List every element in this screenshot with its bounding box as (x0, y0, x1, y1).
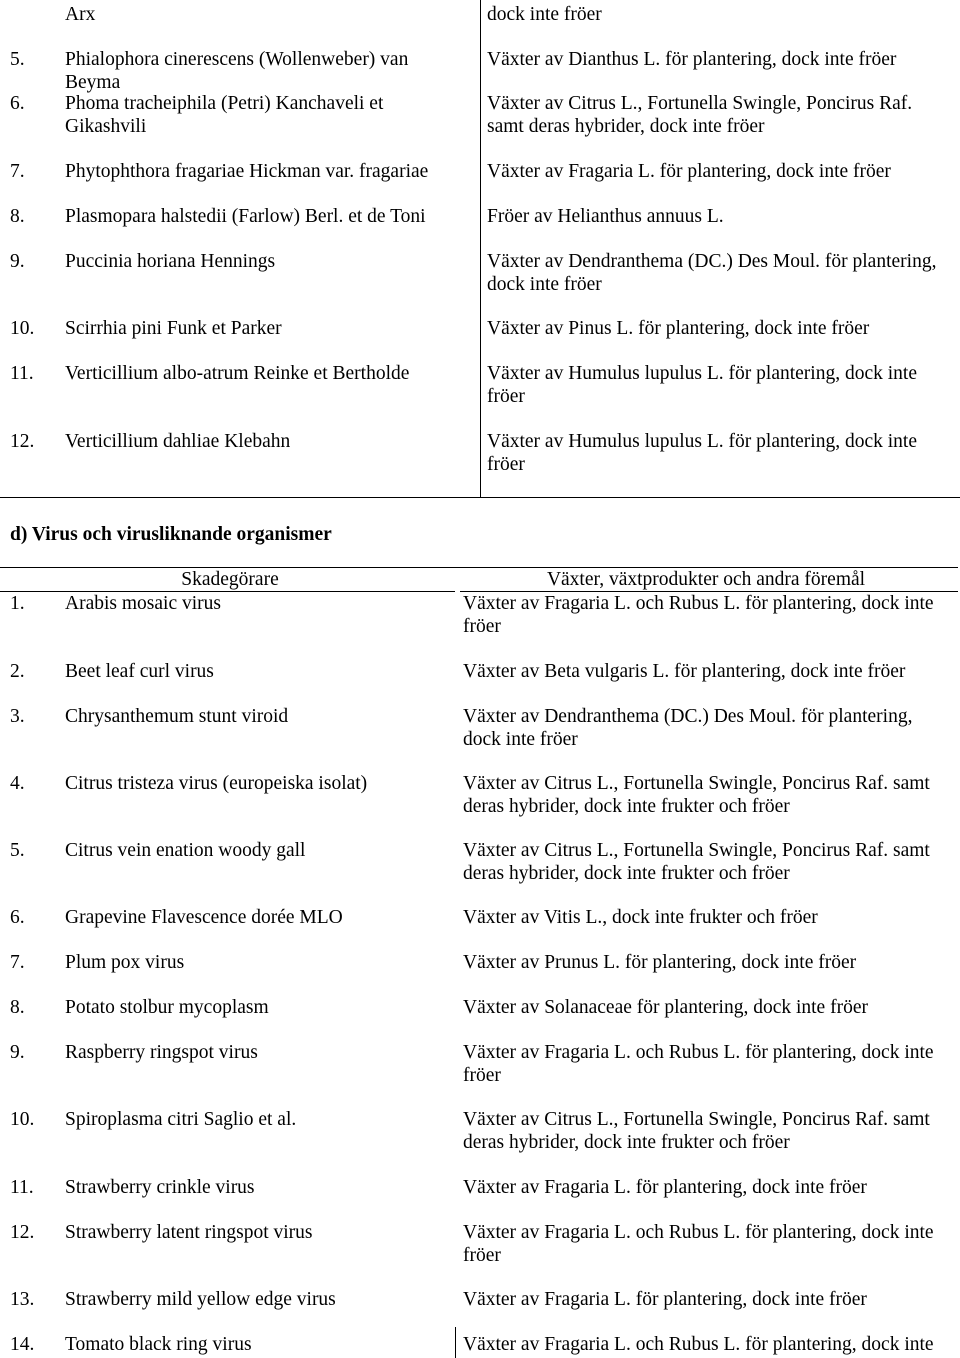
host-description (463, 1289, 867, 1312)
text-line: fröer (487, 453, 525, 475)
row-number: 4. (10, 773, 25, 794)
host-description (487, 161, 891, 184)
pest-name: Potato stolbur mycoplasm (65, 997, 269, 1018)
text-line: Växter av Pinus L. för plantering, dock inte fröer (487, 318, 870, 339)
pest-name: Chrysanthemum stunt viroid (65, 706, 289, 727)
text-line: Växter av Citrus L., Fortunella Swingle, Poncirus Raf. samt (463, 840, 930, 861)
pest-name (65, 206, 426, 229)
host-description (463, 952, 856, 975)
row-number: 1. (10, 593, 25, 614)
text-line: Puccinia horiana Hennings (65, 251, 276, 272)
text-line: Gikashvili (65, 115, 147, 137)
host-description (463, 1042, 934, 1087)
host-description (463, 1222, 934, 1267)
text-line: Växter av Citrus L., Fortunella Swingle, Poncirus Raf. (487, 93, 913, 114)
header-rule-left (0, 591, 455, 592)
pest-name: Raspberry ringspot virus (65, 1042, 258, 1063)
text-line: Växter av Beta vulgaris L. för plantering, dock inte fröer (463, 661, 906, 682)
column-divider (480, 0, 481, 497)
text-line: Phialophora cinerescens (Wollenweber) van (65, 49, 409, 70)
host-description (487, 4, 602, 27)
text-line: dock inte fröer (487, 273, 602, 295)
text-line: Växter av Humulus lupulus L. för plantering, dock inte (487, 363, 917, 384)
row-number: 5. (10, 840, 25, 861)
pest-name: Strawberry crinkle virus (65, 1177, 255, 1198)
host-description (487, 206, 724, 229)
pest-name: Grapevine Flavescence dorée MLO (65, 907, 343, 928)
text-line: Växter av Citrus L., Fortunella Swingle, Poncirus Raf. samt (463, 1109, 930, 1130)
text-line: Växter av Solanaceae för plantering, dock inte fröer (463, 997, 868, 1018)
host-description (463, 907, 818, 930)
row-number: 12. (10, 431, 35, 452)
text-line: Scirrhia pini Funk et Parker (65, 318, 282, 339)
host-description (463, 1109, 930, 1154)
text-line: Växter av Fragaria L. och Rubus L. för plantering, dock inte (463, 1334, 934, 1355)
host-description (487, 318, 869, 341)
row-number: 13. (10, 1289, 35, 1310)
row-number: 8. (10, 206, 25, 227)
row-number: 3. (10, 706, 25, 727)
text-line: Plasmopara halstedii (Farlow) Berl. et de Toni (65, 206, 426, 227)
host-description (463, 773, 930, 818)
host-description (487, 363, 917, 408)
host-description (487, 93, 912, 138)
row-number: 12. (10, 1222, 35, 1243)
row-number: 7. (10, 952, 25, 973)
host-description (487, 431, 917, 476)
host-description (463, 1334, 934, 1357)
column-header-host: Växter, växtprodukter och andra föremål (546, 569, 866, 590)
text-line: deras hybrider, dock inte frukter och fröer (463, 795, 790, 817)
text-line: Växter av Fragaria L. och Rubus L. för plantering, dock inte (463, 593, 934, 614)
host-description (463, 997, 868, 1020)
pest-name (65, 363, 409, 386)
text-line: Växter av Fragaria L. för plantering, dock inte fröer (487, 161, 891, 182)
row-number: 10. (10, 1109, 35, 1130)
host-description (463, 593, 934, 638)
text-line: Växter av Humulus lupulus L. för plantering, dock inte (487, 431, 917, 452)
text-line: Phytophthora fragariae Hickman var. fragariae (65, 161, 429, 182)
row-number: 9. (10, 1042, 25, 1063)
host-description (487, 49, 896, 72)
pest-name: Beet leaf curl virus (65, 661, 214, 682)
host-description (487, 251, 936, 296)
text-line: Fröer av Helianthus annuus L. (487, 206, 724, 227)
text-line: samt deras hybrider, dock inte fröer (487, 115, 765, 137)
pest-name (65, 4, 95, 27)
text-line: Växter av Fragaria L. och Rubus L. för plantering, dock inte (463, 1222, 934, 1243)
text-line: Verticillium dahliae Klebahn (65, 431, 291, 452)
row-number: 11. (10, 363, 34, 384)
pest-name: Strawberry mild yellow edge virus (65, 1289, 336, 1310)
host-description (463, 840, 930, 885)
host-description (463, 661, 905, 684)
section-heading: d) Virus och virusliknande organismer (10, 524, 332, 545)
table-bottom-rule (0, 497, 960, 498)
pest-name (65, 318, 282, 341)
text-line: Växter av Dendranthema (DC.) Des Moul. för plantering, (463, 706, 913, 727)
text-line: Växter av Fragaria L. för plantering, dock inte fröer (463, 1289, 867, 1310)
text-line: dock inte fröer (487, 4, 602, 25)
pest-name (65, 251, 275, 274)
text-line: Växter av Dianthus L. för plantering, dock inte fröer (487, 49, 897, 70)
row-number: 2. (10, 661, 25, 682)
text-line: Växter av Citrus L., Fortunella Swingle, Poncirus Raf. samt (463, 773, 930, 794)
pest-name: Strawberry latent ringspot virus (65, 1222, 313, 1243)
text-line: deras hybrider, dock inte frukter och fröer (463, 1131, 790, 1153)
row-number: 6. (10, 93, 25, 114)
text-line: Beyma (65, 71, 121, 93)
row-number: 7. (10, 161, 25, 182)
row-number: 6. (10, 907, 25, 928)
text-line: dock inte fröer (463, 728, 578, 750)
text-line: Växter av Dendranthema (DC.) Des Moul. för plantering, (487, 251, 937, 272)
row-number: 11. (10, 1177, 34, 1198)
pest-name (65, 431, 290, 454)
pest-name: Spiroplasma citri Saglio et al. (65, 1109, 297, 1130)
row-number: 8. (10, 997, 25, 1018)
text-line: fröer (487, 385, 525, 407)
pest-name (65, 161, 428, 184)
text-line: deras hybrider, dock inte frukter och fröer (463, 862, 790, 884)
pest-name: Citrus vein enation woody gall (65, 840, 306, 861)
host-description (463, 1177, 867, 1200)
row-number: 5. (10, 49, 25, 70)
column-header-pest: Skadegörare (181, 569, 279, 590)
header-rule-right (460, 591, 958, 592)
pest-name (65, 49, 408, 94)
text-line: Arx (65, 4, 96, 25)
host-description (463, 706, 912, 751)
pest-name: Citrus tristeza virus (europeiska isolat) (65, 773, 368, 794)
text-line: Växter av Fragaria L. och Rubus L. för plantering, dock inte (463, 1042, 934, 1063)
pest-name: Arabis mosaic virus (65, 593, 221, 614)
text-line: fröer (463, 1244, 501, 1266)
text-line: Växter av Fragaria L. för plantering, dock inte fröer (463, 1177, 867, 1198)
text-line: Verticillium albo-atrum Reinke et Bertholde (65, 363, 410, 384)
row-number: 10. (10, 318, 35, 339)
column-divider (455, 1327, 456, 1358)
table-top-rule (0, 567, 958, 568)
row-number: 14. (10, 1334, 35, 1355)
text-line: Växter av Prunus L. för plantering, dock inte fröer (463, 952, 857, 973)
text-line: Phoma tracheiphila (Petri) Kanchaveli et (65, 93, 384, 114)
row-number: 9. (10, 251, 25, 272)
pest-name: Tomato black ring virus (65, 1334, 252, 1355)
pest-name: Plum pox virus (65, 952, 185, 973)
text-line: Växter av Vitis L., dock inte frukter och fröer (463, 907, 818, 928)
pest-name (65, 93, 383, 138)
text-line: fröer (463, 615, 501, 637)
text-line: fröer (463, 1064, 501, 1086)
